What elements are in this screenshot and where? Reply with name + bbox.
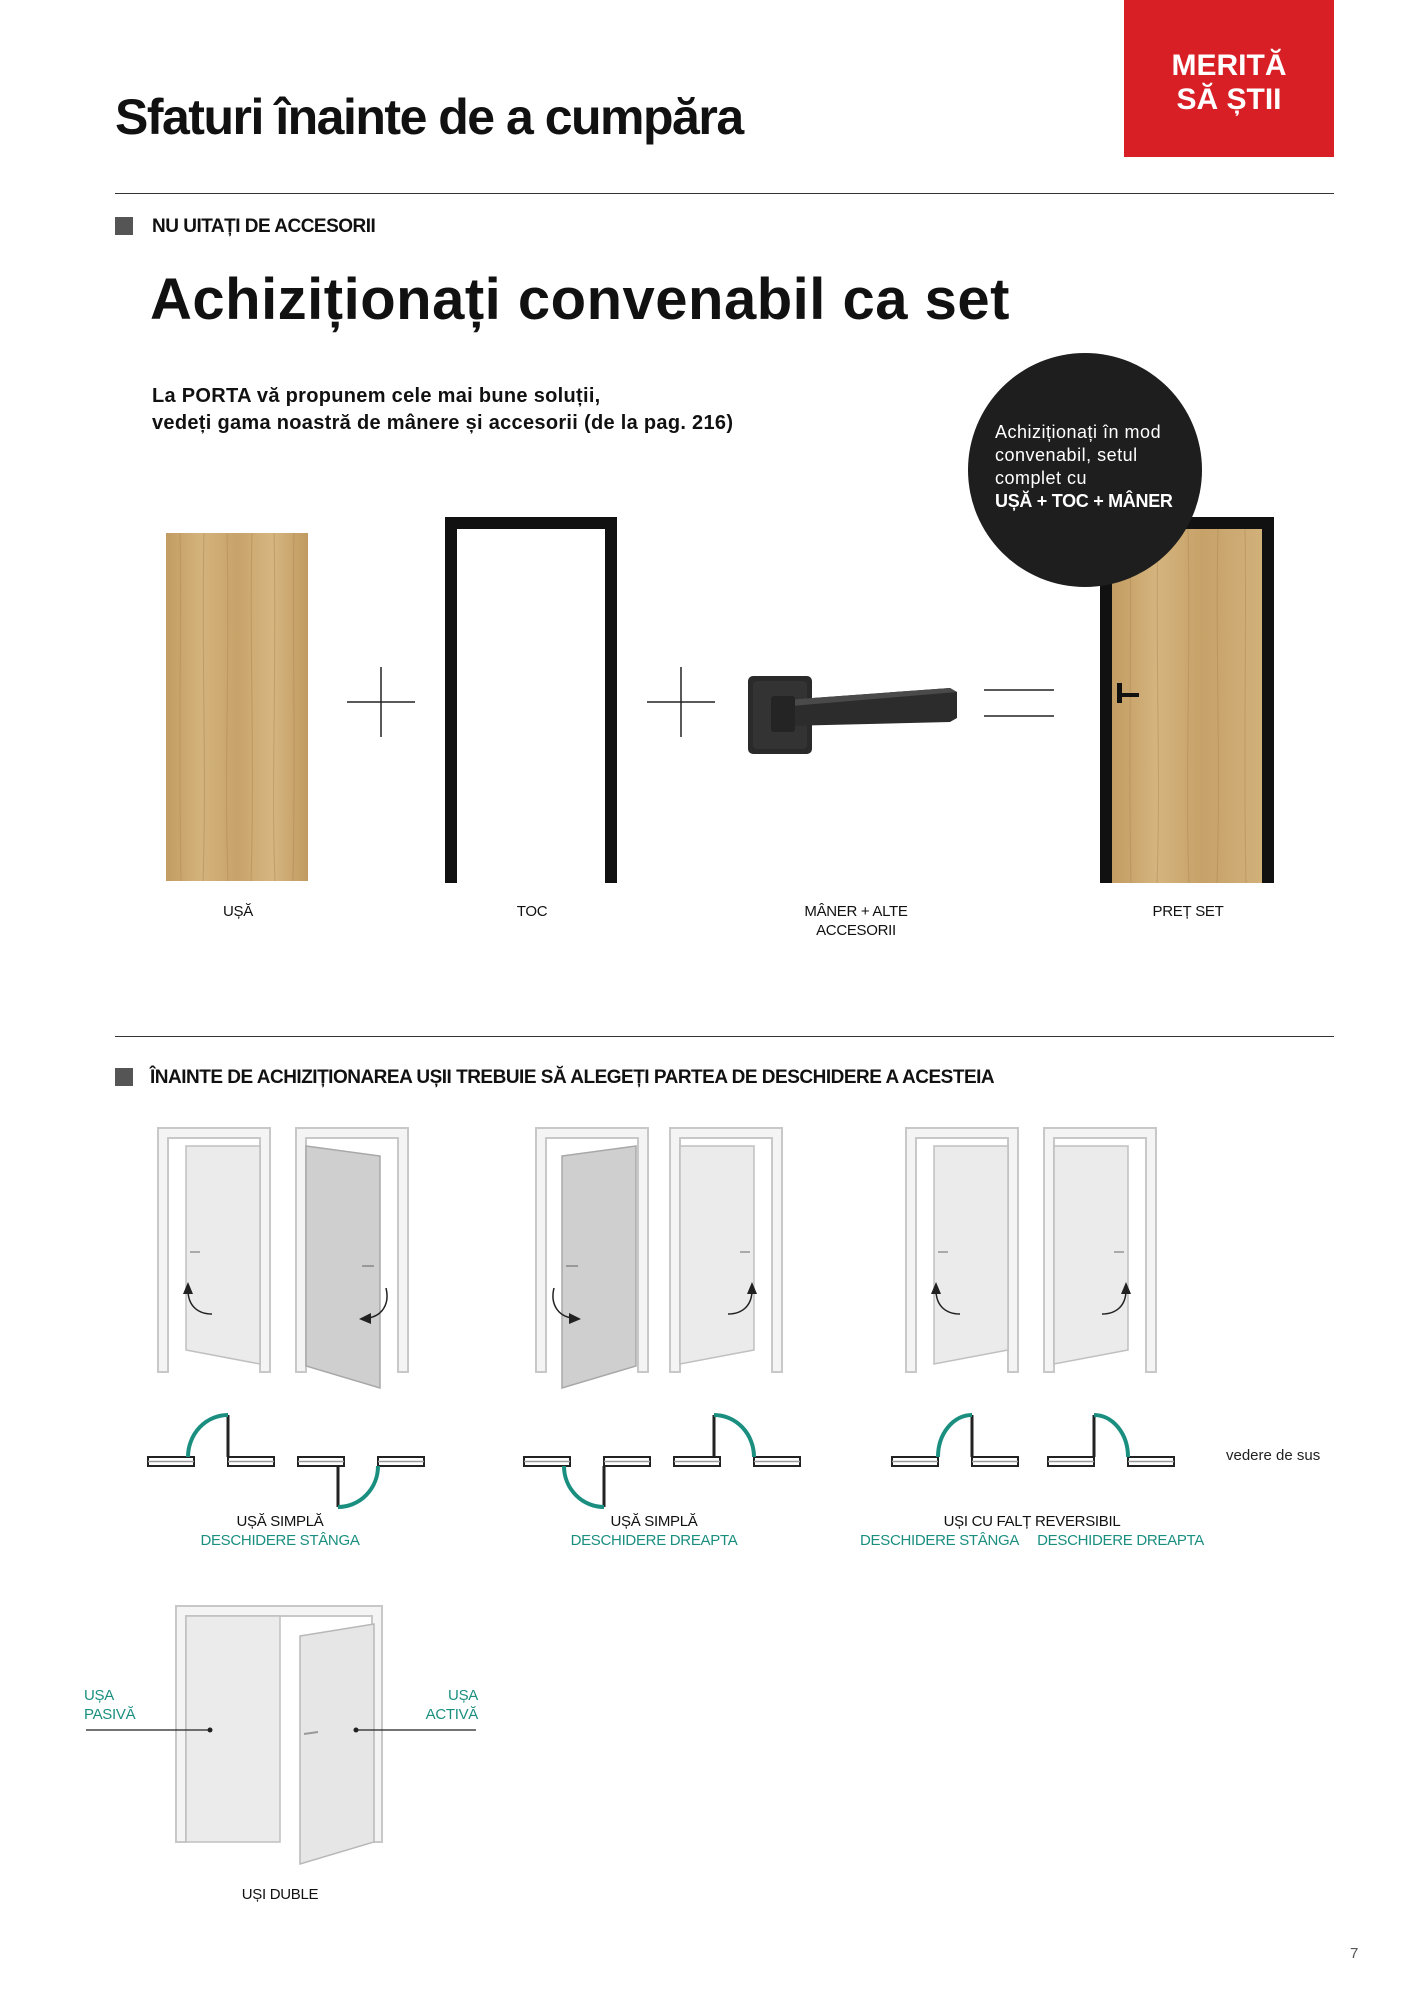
badge-line-2: SĂ ȘTII: [1176, 82, 1282, 116]
callout-line-3: complet cu: [995, 468, 1088, 488]
label-active-line-1: UȘA: [448, 1687, 478, 1704]
plus-icon: [647, 667, 715, 737]
callout-line-1: Achiziționați în mod: [995, 422, 1162, 442]
door-left-closed-outward: [158, 1128, 270, 1372]
intro-text: [152, 383, 733, 437]
caption-single-right: [554, 1512, 754, 1550]
top-view-note: vedere de sus: [1226, 1447, 1321, 1464]
equals-icon: [984, 686, 1054, 720]
label-passive-line-1: UȘA: [84, 1687, 114, 1704]
double-door-drawing: [82, 1606, 482, 1868]
caption-reversible-right: DESCHIDERE DREAPTA: [1037, 1532, 1204, 1549]
door-right-open-inward: [536, 1128, 648, 1388]
intro-line-1: La PORTA vă propunem cele mai bune soluții,: [152, 385, 601, 407]
caption-maner: [774, 902, 938, 940]
section-label-opening-side: ÎNAINTE DE ACHIZIȚIONAREA UȘII TREBUIE SĂ ALEGEȚI PARTEA DE DESCHIDERE A ACESTEIA: [150, 1067, 995, 1088]
caption-single-right-title: UȘĂ SIMPLĂ: [610, 1513, 698, 1530]
door-panel-image: [166, 533, 308, 881]
caption-usa: UȘĂ: [223, 903, 253, 920]
merita-sa-stii-badge: [1124, 0, 1334, 157]
caption-double-doors: UȘI DUBLE: [241, 1886, 319, 1903]
door-left-open-inward: [296, 1128, 408, 1388]
page-title: Sfaturi înainte de a cumpăra: [115, 89, 743, 145]
door-frame-image: [445, 517, 617, 883]
caption-single-left-title: UȘĂ SIMPLĂ: [236, 1513, 324, 1530]
plus-icon: [347, 667, 415, 737]
caption-single-right-subtitle: DESCHIDERE DREAPTA: [570, 1532, 738, 1549]
top-view-diagrams: [140, 1405, 1220, 1515]
label-active-line-2: ACTIVĂ: [425, 1706, 478, 1723]
callout-line-4: UȘĂ + TOC + MÂNER: [995, 491, 1173, 511]
page-number: 7: [1350, 1945, 1359, 1962]
section-label-accessories: NU UITAȚI DE ACCESORII: [152, 216, 376, 237]
headline: Achiziționați convenabil ca set: [150, 267, 1010, 332]
set-callout-circle: [968, 353, 1202, 587]
door-handle-image: [745, 672, 960, 760]
caption-toc: TOC: [516, 903, 548, 920]
door-opening-drawings: [150, 1128, 1170, 1403]
caption-pret-set: PREȚ SET: [1152, 903, 1224, 920]
caption-single-left: [180, 1512, 380, 1550]
badge-line-1: MERITĂ: [1171, 48, 1287, 82]
caption-reversible-left: DESCHIDERE STÂNGA: [860, 1532, 1020, 1549]
intro-line-2: vedeți gama noastră de mânere și accesorii (de la pag. 216): [152, 412, 734, 434]
section-bullet: [115, 1068, 133, 1086]
label-active-door: [408, 1686, 478, 1724]
section-divider: [115, 1036, 1334, 1037]
caption-maner-line-2: ACCESORII: [816, 922, 896, 939]
door-reversible-right: [1044, 1128, 1156, 1372]
section-bullet: [115, 217, 133, 235]
door-reversible-left: [906, 1128, 1018, 1372]
caption-single-left-subtitle: DESCHIDERE STÂNGA: [200, 1532, 360, 1549]
label-passive-door: [84, 1686, 135, 1724]
callout-line-2: convenabil, setul: [995, 445, 1138, 465]
door-right-closed-outward: [670, 1128, 782, 1372]
label-passive-line-2: PASIVĂ: [84, 1706, 136, 1723]
caption-reversible: [860, 1512, 1204, 1550]
header-divider: [115, 193, 1334, 194]
caption-maner-line-1: MÂNER + ALTE: [804, 903, 908, 920]
caption-reversible-title: UȘI CU FALȚ REVERSIBIL: [943, 1513, 1121, 1530]
